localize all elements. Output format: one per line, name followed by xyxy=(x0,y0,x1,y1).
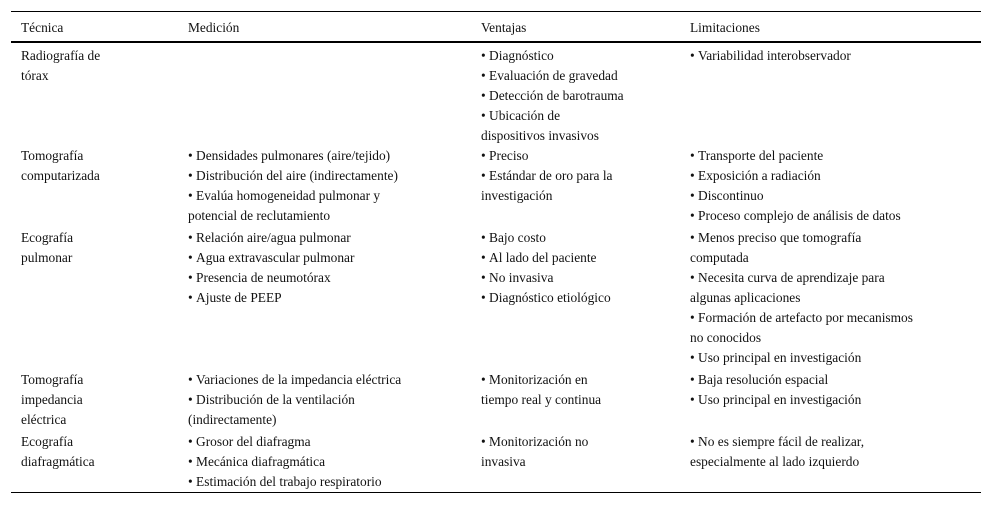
list-item: • Grosor del diafragma xyxy=(188,432,471,452)
cell-text: diafragmática xyxy=(21,454,95,469)
table-row xyxy=(11,144,981,226)
cell-limitaciones xyxy=(680,370,981,430)
list-item: • Evalúa homogeneidad pulmonar y xyxy=(188,186,471,206)
list-item: • Variaciones de la impedancia eléctrica xyxy=(188,370,471,390)
list-item: • Distribución del aire (indirectamente) xyxy=(188,166,471,186)
list-item: • Mecánica diafragmática xyxy=(188,452,471,472)
list-item-continuation: potencial de reclutamiento xyxy=(188,208,331,223)
list-item: • Estándar de oro para la xyxy=(481,166,680,186)
list-item: • Diagnóstico etiológico xyxy=(481,288,680,308)
list-item: • Menos preciso que tomografía xyxy=(690,228,981,248)
list-item: • Proceso complejo de análisis de datos xyxy=(690,206,981,226)
cell-tecnica xyxy=(11,46,178,144)
list-item: • Necesita curva de aprendizaje para xyxy=(690,268,981,288)
list-item: • No invasiva xyxy=(481,268,680,288)
list-item-continuation: tiempo real y continua xyxy=(481,392,602,407)
list-item: • Transporte del paciente xyxy=(690,146,981,166)
table-row xyxy=(11,43,981,144)
list-item: • Densidades pulmonares (aire/tejido) xyxy=(188,146,471,166)
list-item-continuation: especialmente al lado izquierdo xyxy=(690,454,860,469)
cell-text: Tomografía xyxy=(21,148,84,163)
list-item: • Variabilidad interobservador xyxy=(690,46,981,66)
list-item: • Relación aire/agua pulmonar xyxy=(188,228,471,248)
list-item-continuation: (indirectamente) xyxy=(188,412,277,427)
cell-text: Tomografía xyxy=(21,372,84,387)
cell-limitaciones xyxy=(680,432,981,492)
list-item: • No es siempre fácil de realizar, xyxy=(690,432,981,452)
cell-medicion xyxy=(178,146,471,226)
cell-ventajas xyxy=(471,46,680,144)
cell-text: Ecografía xyxy=(21,230,74,245)
list-item: • Ubicación de xyxy=(481,106,680,126)
list-item-continuation: no conocidos xyxy=(690,330,762,345)
cell-ventajas xyxy=(471,146,680,226)
cell-text: Ecografía xyxy=(21,434,74,449)
list-item: • Agua extravascular pulmonar xyxy=(188,248,471,268)
list-item: • Distribución de la ventilación xyxy=(188,390,471,410)
cell-limitaciones xyxy=(680,146,981,226)
table-header-row xyxy=(11,12,981,43)
table-row xyxy=(11,368,981,430)
cell-ventajas xyxy=(471,432,680,492)
list-item: • Preciso xyxy=(481,146,680,166)
header-medicion: Medición xyxy=(188,20,240,35)
list-item: • Formación de artefacto por mecanismos xyxy=(690,308,981,328)
list-item: • Al lado del paciente xyxy=(481,248,680,268)
cell-medicion xyxy=(178,370,471,430)
list-item: • Monitorización en xyxy=(481,370,680,390)
cell-medicion xyxy=(178,432,471,492)
cell-ventajas xyxy=(471,228,680,368)
list-item: • Evaluación de gravedad xyxy=(481,66,680,86)
cell-limitaciones xyxy=(680,228,981,368)
cell-ventajas xyxy=(471,370,680,430)
list-item-continuation: investigación xyxy=(481,188,553,203)
list-item: • Bajo costo xyxy=(481,228,680,248)
list-item: • Ajuste de PEEP xyxy=(188,288,471,308)
list-item: • Presencia de neumotórax xyxy=(188,268,471,288)
cell-limitaciones xyxy=(680,46,981,144)
list-item: • Diagnóstico xyxy=(481,46,680,66)
cell-tecnica xyxy=(11,370,178,430)
list-item: • Detección de barotrauma xyxy=(481,86,680,106)
cell-text: eléctrica xyxy=(21,412,67,427)
header-limitaciones: Limitaciones xyxy=(690,20,760,35)
list-item: • Uso principal en investigación xyxy=(690,390,981,410)
header-tecnica: Técnica xyxy=(21,20,64,35)
list-item-continuation: computada xyxy=(690,250,749,265)
list-item: • Baja resolución espacial xyxy=(690,370,981,390)
cell-tecnica xyxy=(11,432,178,492)
cell-medicion xyxy=(178,46,471,144)
cell-text: computarizada xyxy=(21,168,100,183)
list-item: • Estimación del trabajo respiratorio xyxy=(188,472,471,492)
cell-text: pulmonar xyxy=(21,250,73,265)
table-row xyxy=(11,226,981,368)
table-row xyxy=(11,430,981,492)
cell-text: Radiografía de xyxy=(21,48,101,63)
list-item: • Exposición a radiación xyxy=(690,166,981,186)
list-item-continuation: invasiva xyxy=(481,454,526,469)
comparison-table xyxy=(11,11,981,493)
list-item: • Monitorización no xyxy=(481,432,680,452)
list-item-continuation: algunas aplicaciones xyxy=(690,290,801,305)
header-ventajas: Ventajas xyxy=(481,20,527,35)
list-item: • Uso principal en investigación xyxy=(690,348,981,368)
cell-text: tórax xyxy=(21,68,49,83)
cell-tecnica xyxy=(11,228,178,368)
cell-text: impedancia xyxy=(21,392,83,407)
cell-medicion xyxy=(178,228,471,368)
list-item: • Discontinuo xyxy=(690,186,981,206)
cell-tecnica xyxy=(11,146,178,226)
list-item-continuation: dispositivos invasivos xyxy=(481,128,599,143)
